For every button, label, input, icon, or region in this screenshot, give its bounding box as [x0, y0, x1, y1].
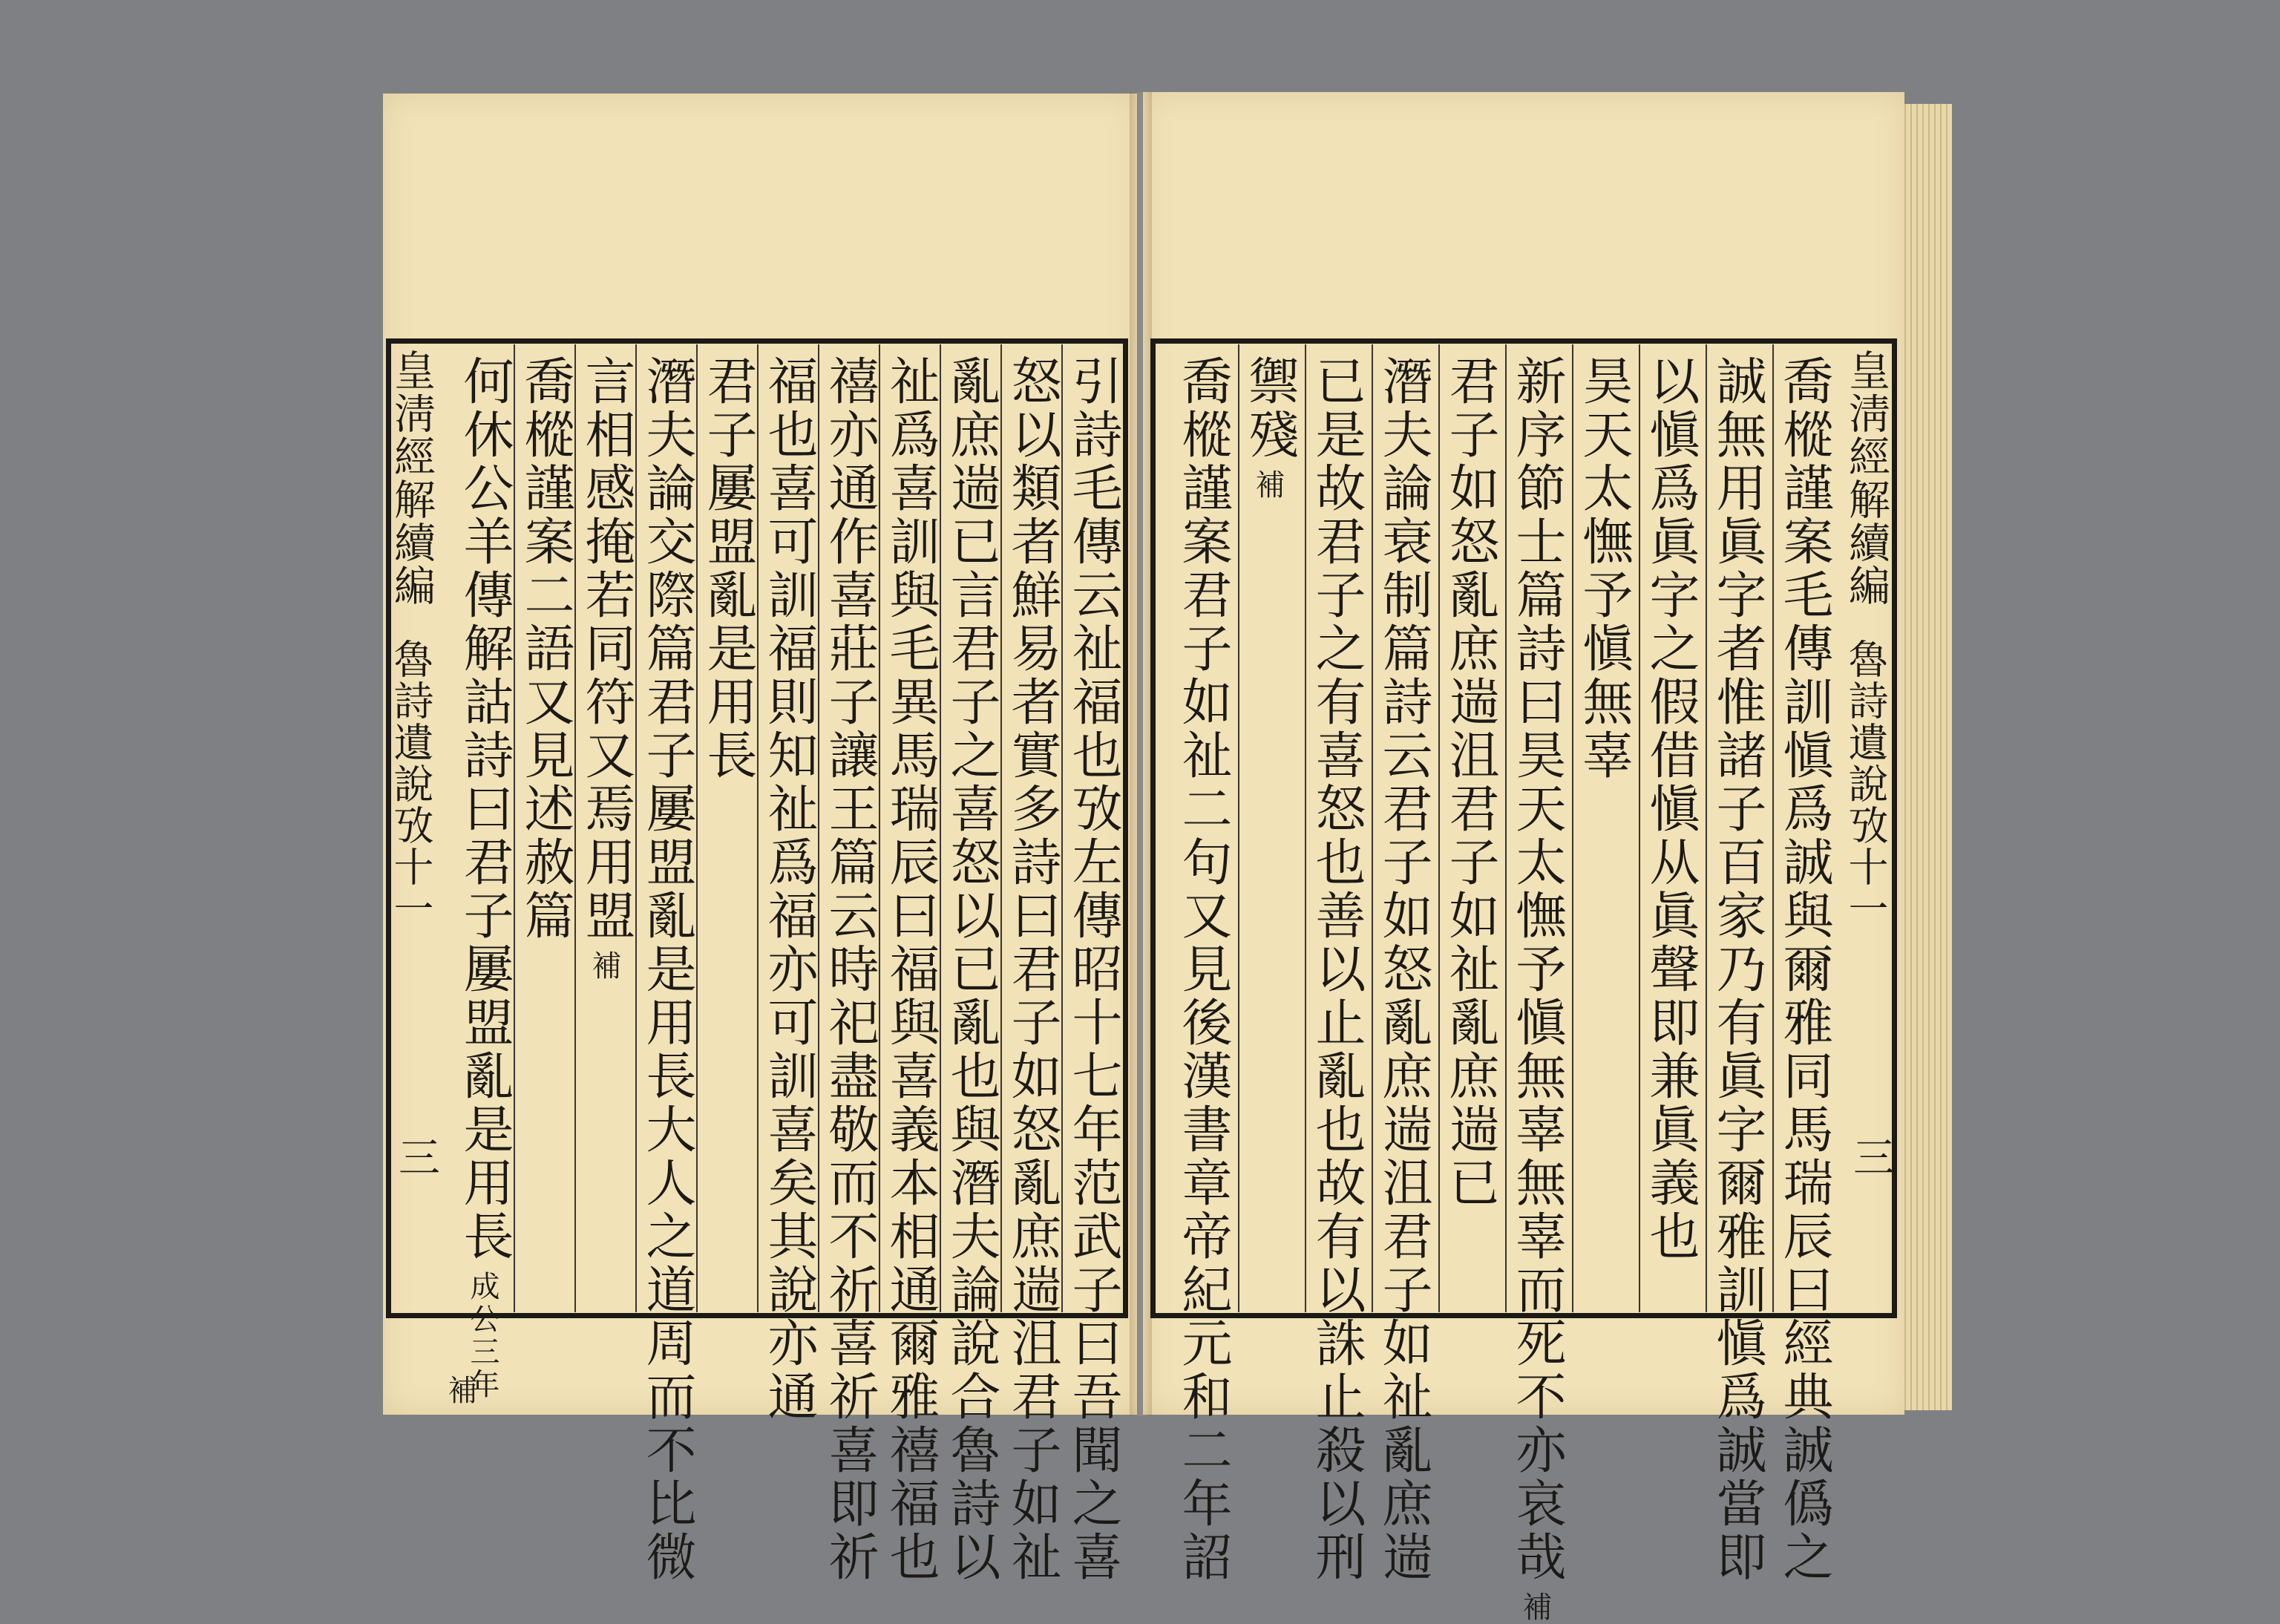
- left-column-8: 潛夫論交際篇君子屢盟亂是用長大人之道周而不比微: [638, 355, 696, 1584]
- left-column-rule: [940, 344, 941, 1312]
- right-column-rule: [1438, 344, 1440, 1312]
- right-margin-subtitle: 魯詩遺說攷十一: [1842, 638, 1889, 929]
- left-column-4: 祉爲喜訓與毛異馬瑞辰曰福與喜義本相通爾雅禧福也: [881, 355, 940, 1584]
- right-column-10: 喬樅謹案君子如祉二句又見後漢書章帝紀元和二年詔: [1173, 355, 1232, 1584]
- page-stack: [1900, 104, 1952, 1410]
- left-column-2: 怒以類者鮮易者實多詩曰君子如怒亂庶遄沮君子如祉: [1003, 355, 1061, 1584]
- left-column-10: 喬樅謹案二語又見述赦篇: [516, 355, 574, 943]
- left-column-11-note: 成公三年: [465, 1271, 499, 1401]
- left-column-rule: [514, 344, 515, 1312]
- left-column-1: 引詩毛傳云祉福也攷左傳昭十七年范武子曰吾聞之喜: [1064, 355, 1122, 1584]
- bleed-through-text: [1770, 353, 1815, 923]
- left-column-rule: [1061, 344, 1063, 1312]
- right-column-rule: [1639, 344, 1640, 1312]
- right-column-2: 誠無用眞字者惟諸子百家乃有眞字爾雅訓愼爲誠當即: [1708, 355, 1766, 1584]
- left-column-rule: [574, 344, 576, 1312]
- left-column-rule: [635, 344, 637, 1312]
- left-column-6: 福也喜可訓福則知祉爲福亦可訓喜矣其說亦通: [759, 355, 818, 1424]
- left-column-rule: [696, 344, 698, 1312]
- left-column-rule: [1000, 344, 1002, 1312]
- right-column-8: 已是故君子之有喜怒也善以止亂也故有以誅止殺以刑: [1307, 355, 1366, 1584]
- left-column-7: 君子屢盟亂是用長: [698, 355, 757, 782]
- right-column-5: 新序節士篇詩曰昊天太憮予愼無辜無辜而死不亦哀哉: [1507, 355, 1566, 1584]
- right-column-3: 以愼爲眞字之假借愼从眞聲即兼眞義也: [1641, 355, 1700, 1263]
- right-margin-title: 皇淸經解續編: [1842, 349, 1890, 607]
- left-column-rule: [818, 344, 819, 1312]
- left-column-3: 亂庶遄已言君子之喜怒以已亂也與潛夫論說合魯詩以: [942, 355, 1000, 1584]
- right-column-rule: [1372, 344, 1373, 1312]
- right-column-9-note: 補: [1251, 469, 1285, 502]
- left-column-rule: [879, 344, 880, 1312]
- right-column-rule: [1305, 344, 1306, 1312]
- right-column-5-note: 補: [1518, 1591, 1552, 1624]
- left-margin-title: 皇淸經解續編: [387, 349, 436, 607]
- right-column-7: 潛夫論衰制篇詩云君子如怒亂庶遄沮君子如祉亂庶遄: [1374, 355, 1432, 1584]
- right-column-1: 喬樅謹案毛傳訓愼爲誠與爾雅同馬瑞辰曰經典誠僞之: [1775, 355, 1833, 1584]
- right-column-4: 昊天太憮予愼無辜: [1574, 355, 1633, 782]
- left-margin-subtitle: 魯詩遺說攷十一: [387, 638, 434, 929]
- left-column-11-note2: 補: [443, 1375, 477, 1407]
- right-column-rule: [1238, 344, 1239, 1312]
- left-column-11: 何休公羊傳解詁詩曰君子屢盟亂是用長: [455, 355, 514, 1263]
- right-column-rule: [1706, 344, 1707, 1312]
- left-column-9-note: 補: [587, 950, 621, 983]
- left-column-5: 禧亦通作喜莊子讓王篇云時祀盡敬而不祈喜祈喜即祈: [820, 355, 879, 1584]
- right-column-rule: [1572, 344, 1573, 1312]
- left-column-9: 言相感掩若同符又焉用盟: [577, 355, 635, 943]
- left-column-rule: [757, 344, 759, 1312]
- book-gutter: [1130, 92, 1152, 1416]
- right-page-number: 三: [1847, 1136, 1895, 1179]
- right-column-9: 禦殘: [1240, 355, 1299, 462]
- left-page-number: 三: [392, 1136, 440, 1179]
- right-column-6: 君子如怒亂庶遄沮君子如祉亂庶遄已: [1441, 355, 1499, 1210]
- right-column-rule: [1505, 344, 1507, 1312]
